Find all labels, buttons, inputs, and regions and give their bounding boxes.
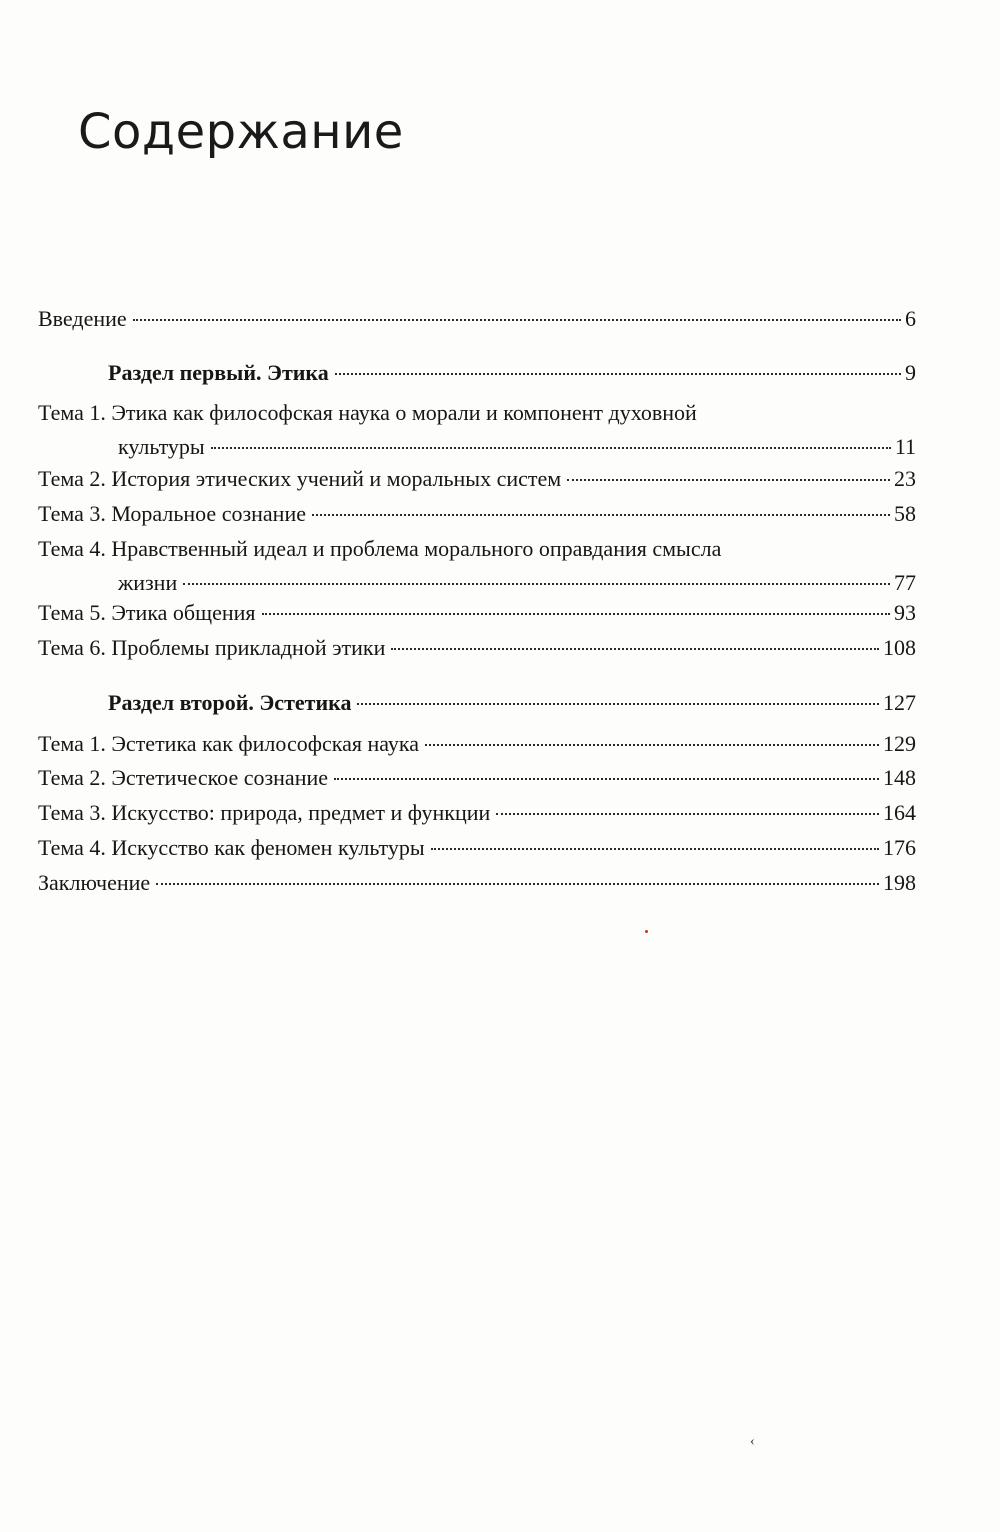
dot-leader xyxy=(156,883,879,885)
toc-label: Заключение xyxy=(38,870,151,895)
toc-label: Тема 1. Эстетика как философская наука xyxy=(38,731,420,756)
toc-label-line1: Тема 1. Этика как философская наука о морали и компонент духовной xyxy=(38,400,697,425)
toc-page-number: 148 xyxy=(883,765,916,790)
toc-label: Тема 5. Этика общения xyxy=(38,600,256,625)
dot-leader xyxy=(312,514,890,516)
toc-label: Введение xyxy=(38,306,127,331)
toc-page-number: 176 xyxy=(883,835,916,860)
toc-page-number: 164 xyxy=(883,800,916,825)
page-title: Содержание xyxy=(78,104,404,160)
toc-section-label: Раздел второй. Эстетика xyxy=(108,690,352,715)
dot-leader xyxy=(183,583,890,585)
toc-entry-aesthetics-topic-4[interactable] xyxy=(38,831,916,865)
toc-label: Тема 4. Искусство как феномен культуры xyxy=(38,835,425,860)
toc-label: Тема 3. Моральное сознание xyxy=(38,501,306,526)
dot-leader xyxy=(357,703,879,705)
toc-entry-ethics-topic-3[interactable] xyxy=(38,497,916,531)
toc-label-line2: жизни xyxy=(118,570,178,595)
toc-section-aesthetics[interactable] xyxy=(38,686,916,720)
toc-page-number: 198 xyxy=(883,870,916,895)
toc-entry-ethics-topic-1[interactable] xyxy=(38,396,916,464)
toc-entry-ethics-topic-5[interactable] xyxy=(38,596,916,630)
toc-entry-aesthetics-topic-1[interactable] xyxy=(38,727,916,761)
dot-leader xyxy=(334,778,879,780)
toc-page-number: 23 xyxy=(894,466,916,491)
toc-entry-ethics-topic-6[interactable] xyxy=(38,631,916,665)
dot-leader xyxy=(211,447,891,449)
toc-label: Тема 2. Эстетическое сознание xyxy=(38,765,329,790)
dot-leader xyxy=(391,648,879,650)
toc-page-number: 58 xyxy=(894,501,916,526)
toc-page-number: 6 xyxy=(905,306,916,331)
print-speck xyxy=(645,930,648,933)
toc-entry-ethics-topic-2[interactable] xyxy=(38,462,916,496)
toc-label: Тема 2. История этических учений и моральных систем xyxy=(38,466,562,491)
print-mark: ‹ xyxy=(750,1434,755,1449)
dot-leader xyxy=(262,613,891,615)
dot-leader xyxy=(431,848,879,850)
toc-section-ethics[interactable] xyxy=(38,356,916,390)
dot-leader xyxy=(496,813,879,815)
toc-page-number: 127 xyxy=(883,690,916,715)
toc-page-number: 129 xyxy=(883,731,916,756)
toc-label-line1: Тема 4. Нравственный идеал и проблема морального оправдания смысла xyxy=(38,536,722,561)
toc-entry-conclusion[interactable] xyxy=(38,866,916,900)
toc-entry-intro[interactable] xyxy=(38,302,916,336)
toc-section-label: Раздел первый. Этика xyxy=(108,360,329,385)
toc-page-number: 77 xyxy=(894,570,916,595)
dot-leader xyxy=(425,744,879,746)
toc-label: Тема 3. Искусство: природа, предмет и функции xyxy=(38,800,491,825)
toc-page-number: 93 xyxy=(894,600,916,625)
dot-leader xyxy=(133,319,901,321)
toc-label: Тема 6. Проблемы прикладной этики xyxy=(38,635,386,660)
toc-entry-aesthetics-topic-2[interactable] xyxy=(38,761,916,795)
toc-label-line2: культуры xyxy=(118,434,205,459)
toc-page-number: 9 xyxy=(905,360,916,385)
dot-leader xyxy=(335,373,901,375)
toc-page-number: 108 xyxy=(883,635,916,660)
toc-page-number: 11 xyxy=(894,434,916,459)
toc-entry-aesthetics-topic-3[interactable] xyxy=(38,796,916,830)
dot-leader xyxy=(567,479,890,481)
toc-entry-ethics-topic-4[interactable] xyxy=(38,532,916,600)
